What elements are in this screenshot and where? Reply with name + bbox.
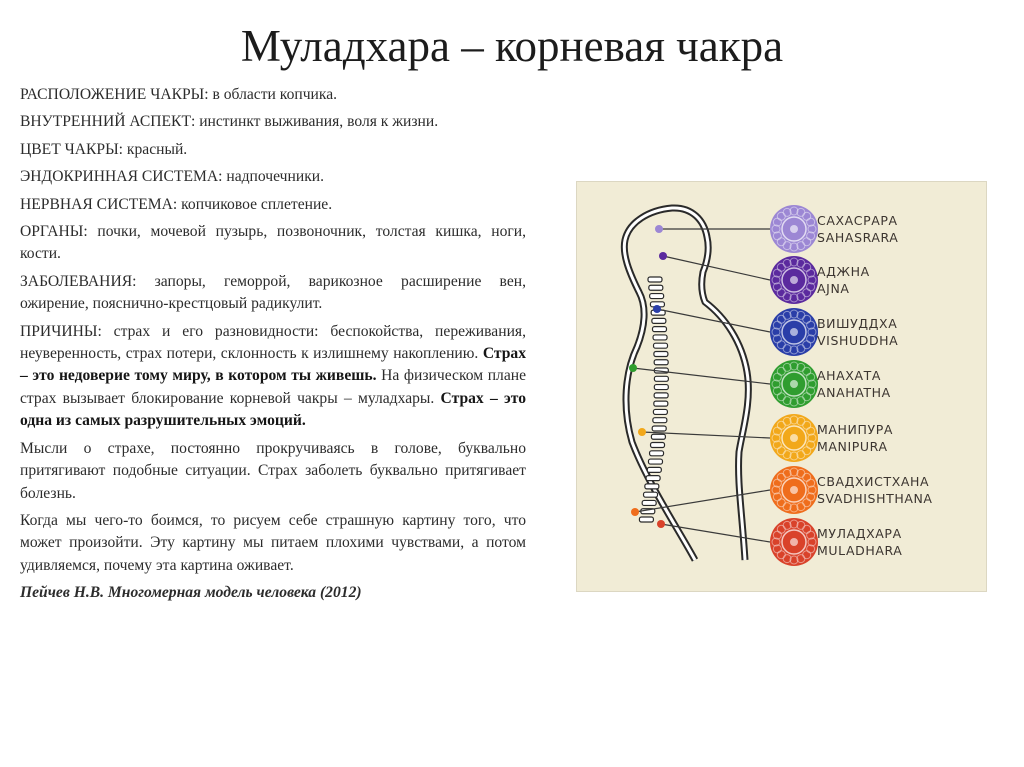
chakra-name-ru: ВИШУДДХА <box>817 316 898 331</box>
chakra-symbol <box>770 308 818 356</box>
citation: Пейчев Н.В. Многомерная модель человека (2012) <box>20 584 362 602</box>
vertebra <box>650 451 664 456</box>
paragraph-diseases: ЗАБОЛЕВАНИЯ: запоры, геморрой, варикозное расширение вен, ожирение, пояснично-крестцовый радикулит. <box>20 272 526 313</box>
paragraph-organs: ОРГАНЫ: почки, мочевой пузырь, позвоночник, толстая кишка, ноги, кости. <box>20 223 526 263</box>
paragraph-nervous: НЕРВНАЯ СИСТЕМА: копчиковое сплетение. <box>20 195 333 213</box>
vertebra <box>649 285 663 290</box>
vertebra <box>654 385 668 390</box>
vertebra <box>648 277 662 282</box>
chakra-name-en: MANIPURA <box>817 439 888 454</box>
vertebra <box>653 335 667 340</box>
chakra-core <box>790 276 798 284</box>
connector-line <box>663 256 770 280</box>
chakra-label <box>817 421 987 455</box>
chakra-core <box>790 328 798 336</box>
vertebra <box>642 500 656 505</box>
chakra-name-ru: АДЖНА <box>817 264 870 279</box>
chakra-symbol <box>770 518 818 566</box>
paragraph-color: ЦВЕТ ЧАКРЫ: красный. <box>20 140 188 158</box>
vertebra <box>646 476 660 481</box>
chakra-label <box>817 473 987 507</box>
chakra-name-en: AJNA <box>817 281 850 296</box>
chakra-symbol <box>770 414 818 462</box>
chakra-name-en: SVADHISHTHANA <box>817 491 933 506</box>
chakra-symbol <box>770 466 818 514</box>
vertebra <box>654 360 668 365</box>
vertebra <box>654 401 668 406</box>
chakra-core <box>790 434 798 442</box>
page-title: Муладхара – корневая чакра <box>240 21 784 71</box>
chakra-name-en: MULADHARA <box>817 543 903 558</box>
paragraph-location: РАСПОЛОЖЕНИЕ ЧАКРЫ: в области копчика. <box>20 86 338 103</box>
vertebra <box>639 517 653 522</box>
chakra-name-en: VISHUDDHA <box>817 333 899 348</box>
body-point <box>653 305 661 313</box>
paragraph-inner-aspect: ВНУТРЕННИЙ АСПЕКТ: инстинкт выживания, воля к жизни. <box>20 113 439 131</box>
chakra-core <box>790 380 798 388</box>
chakra-label <box>817 315 987 349</box>
chakra-name-ru: САХАСРАРА <box>817 213 898 228</box>
paragraph-causes <box>20 321 526 433</box>
chakra-name-ru: АНАХАТА <box>817 368 882 383</box>
vertebra <box>654 351 668 356</box>
vertebra <box>654 393 668 398</box>
chakra-label <box>817 212 987 246</box>
vertebra <box>647 467 661 472</box>
chakra-name-en: SAHASRARA <box>817 230 899 245</box>
body-point <box>638 428 646 436</box>
text-column <box>20 84 526 610</box>
chakra-label <box>817 367 987 401</box>
vertebra <box>645 484 659 489</box>
vertebra <box>644 492 658 497</box>
vertebra <box>654 343 668 348</box>
vertebra <box>648 459 662 464</box>
chakra-figure <box>576 181 987 592</box>
vertebra <box>652 426 666 431</box>
vertebra <box>651 443 665 448</box>
chakra-name-ru: СВАДХИСТХАНА <box>817 474 930 489</box>
chakra-name-ru: МАНИПУРА <box>817 422 893 437</box>
vertebra <box>653 418 667 423</box>
vertebra <box>654 376 668 381</box>
paragraph-picture: Когда мы чего-то боимся, то рисуем себе страшную картину того, что может произойти. Эту картину мы питаем плохими чувствами, а потом удивляемся, почему эта картина оживает. <box>20 511 526 574</box>
causes-bold-2: Страх – это одна из самых разрушительных эмоций. <box>20 389 526 430</box>
vertebra <box>652 318 666 323</box>
body-point <box>659 252 667 260</box>
body-point <box>631 508 639 516</box>
paragraph-thoughts: Мысли о страхе, постоянно прокручиваясь в голове, буквально притягивают подобные ситуации. Страх заболеть буквально притягивает болезнь. <box>20 439 526 502</box>
chakra-label <box>817 525 987 559</box>
chakra-label <box>817 263 987 297</box>
chakra-name-en: ANAHATHA <box>817 385 891 400</box>
vertebra <box>651 434 665 439</box>
causes-text-2: На физическом плане страх вызывает блокирование корневой чакры – муладхары. <box>20 367 527 407</box>
vertebra <box>653 409 667 414</box>
vertebra <box>650 294 664 299</box>
chakra-core <box>790 225 798 233</box>
chakra-core <box>790 538 798 546</box>
chakra-symbol <box>770 360 818 408</box>
body-point <box>657 520 665 528</box>
causes-bold-1: Страх – это недоверие тому миру, в котором ты живешь. <box>20 345 526 385</box>
causes-text-1: ПРИЧИНЫ: страх и его разновидности: беспокойства, переживания, неуверенность, страх потери, склонность к излишнему накоплению. <box>20 322 526 363</box>
paragraph-endocrine: ЭНДОКРИННАЯ СИСТЕМА: надпочечники. <box>20 168 325 186</box>
chakra-symbol <box>770 205 818 253</box>
body-point <box>629 364 637 372</box>
body-point <box>655 225 663 233</box>
chakra-symbol <box>770 256 818 304</box>
chakra-core <box>790 486 798 494</box>
vertebra <box>652 327 666 332</box>
chakra-name-ru: МУЛАДХАРА <box>817 526 902 541</box>
